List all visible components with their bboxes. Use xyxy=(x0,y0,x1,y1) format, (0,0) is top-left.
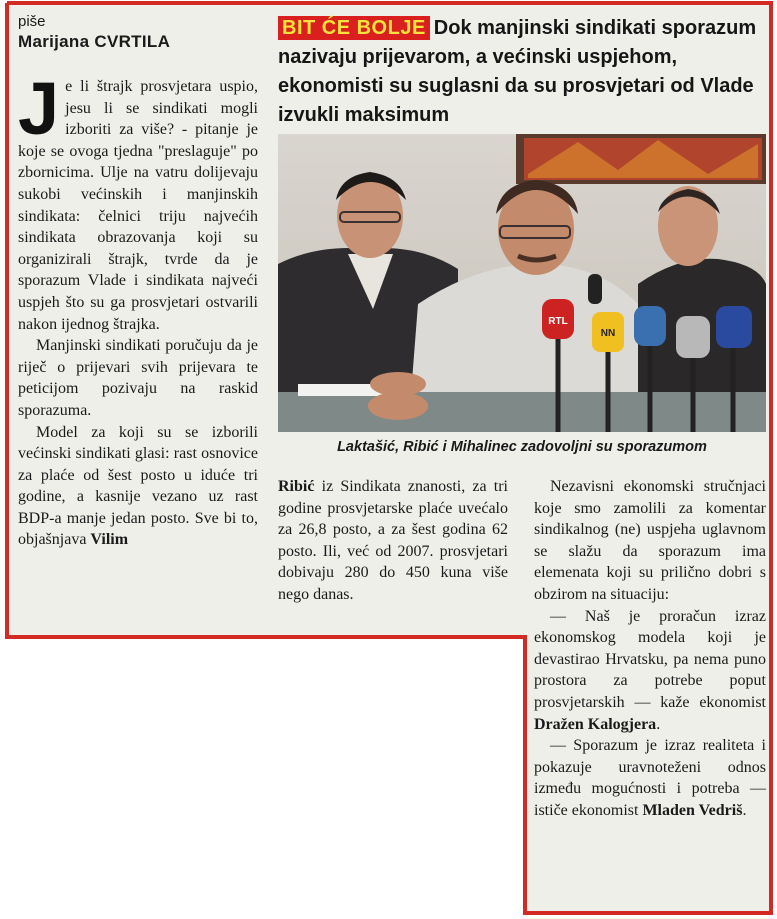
mic-grey xyxy=(676,316,710,358)
byline xyxy=(18,12,258,52)
article-column-1 xyxy=(18,76,258,628)
press-conference-photo xyxy=(278,134,766,432)
person-middle-hand xyxy=(368,392,428,420)
article-column-3 xyxy=(534,476,766,822)
paragraph xyxy=(534,606,766,736)
byline-author: Marijana CVRTILA xyxy=(18,32,171,51)
paragraph: Manjinski sindikati poručuju da je riječ o prijevari svih prijevara te peticijom pozivaju na raskid sporazuma. xyxy=(18,337,258,419)
paragraph xyxy=(18,422,258,552)
person-name: Mladen Vedriš xyxy=(642,801,743,819)
photo-caption: Laktašić, Ribić i Mihalinec zadovoljni su sporazumom xyxy=(337,439,707,455)
mic-black xyxy=(588,274,602,304)
drop-cap: J xyxy=(18,76,60,150)
person-name: Dražen Kalogjera xyxy=(534,715,657,733)
headline xyxy=(278,14,766,130)
paragraph-text: — Sporazum je izraz realiteta i pokazuje uravnoteženi odnos između mogućnosti i potreba — ističe ekonomist xyxy=(534,737,766,819)
punctuation: . xyxy=(742,801,747,819)
mic-label: NN xyxy=(600,328,616,339)
paragraph-text: iz Sindikata znanosti, za tri godine prosvjetarske plaće uvećalo za 26,8 posto, a za šest godina 62 posto. Ili, već od 2007. prosvjetari dobivaju 280 do 450 kuna više nego danas. xyxy=(278,478,509,603)
paragraph-text: — Naš je proračun izraz ekonomskog modela koji je devastirao Hrvatsku, pa nema puno prostora za potrebe poput prosvjetarskih — kaže ekonomist xyxy=(534,607,766,711)
headline-kicker: BIT ĆE BOLJE xyxy=(278,16,430,40)
mic-label: RTL xyxy=(548,316,568,327)
mic-navy xyxy=(716,306,752,348)
person-name: Vilim xyxy=(90,531,129,549)
photo-illustration xyxy=(278,134,766,432)
punctuation: . xyxy=(656,715,661,733)
byline-label: piše xyxy=(18,13,46,30)
paragraph xyxy=(278,476,508,606)
headline-text: Dok manjinski sindikati sporazum nazivaju prijevarom, a većinski uspjehom, ekonomisti su suglasni da su prosvjetari od Vlade izvukli maksimum xyxy=(278,17,757,126)
paragraph xyxy=(18,76,258,335)
person-name: Ribić xyxy=(278,478,315,495)
mic-blue xyxy=(634,306,666,346)
paragraph-text: e li štrajk prosvjetara uspio, jesu li se sindikati mogli izboriti za više? - pitanje je koje se ovoga tjedna "preslaguje" po zbornicima. Ulje na vatru dolijevaju sukobi većinskih i manjinskih sindikata: čelnici triju najvećih sindikata obrazovanja koji su organizirali štrajk, tvrde da je sporazum Vlade i sindikata najveći uspjeh što su ga prosvjetari ostvarili nakon ijednog štrajka. xyxy=(18,78,258,333)
paragraph xyxy=(534,735,766,821)
paragraph-text: Model za koji su se izborili većinski sindikati glasi: rast osnovice za plaće od šest posto u iduće tri godine, a kasnije vezano uz rast BDP-a manje jedan posto. Sve bi to, objašnjava xyxy=(18,423,258,549)
paragraph: Nezavisni ekonomski stručnjaci koje smo zamolili za komentar sindikalnog (ne) uspjeha uglavnom se slažu da sporazum ima elemenata koji su prilično dobri s obzirom na situaciju: xyxy=(534,478,766,603)
article-column-2 xyxy=(278,476,508,606)
